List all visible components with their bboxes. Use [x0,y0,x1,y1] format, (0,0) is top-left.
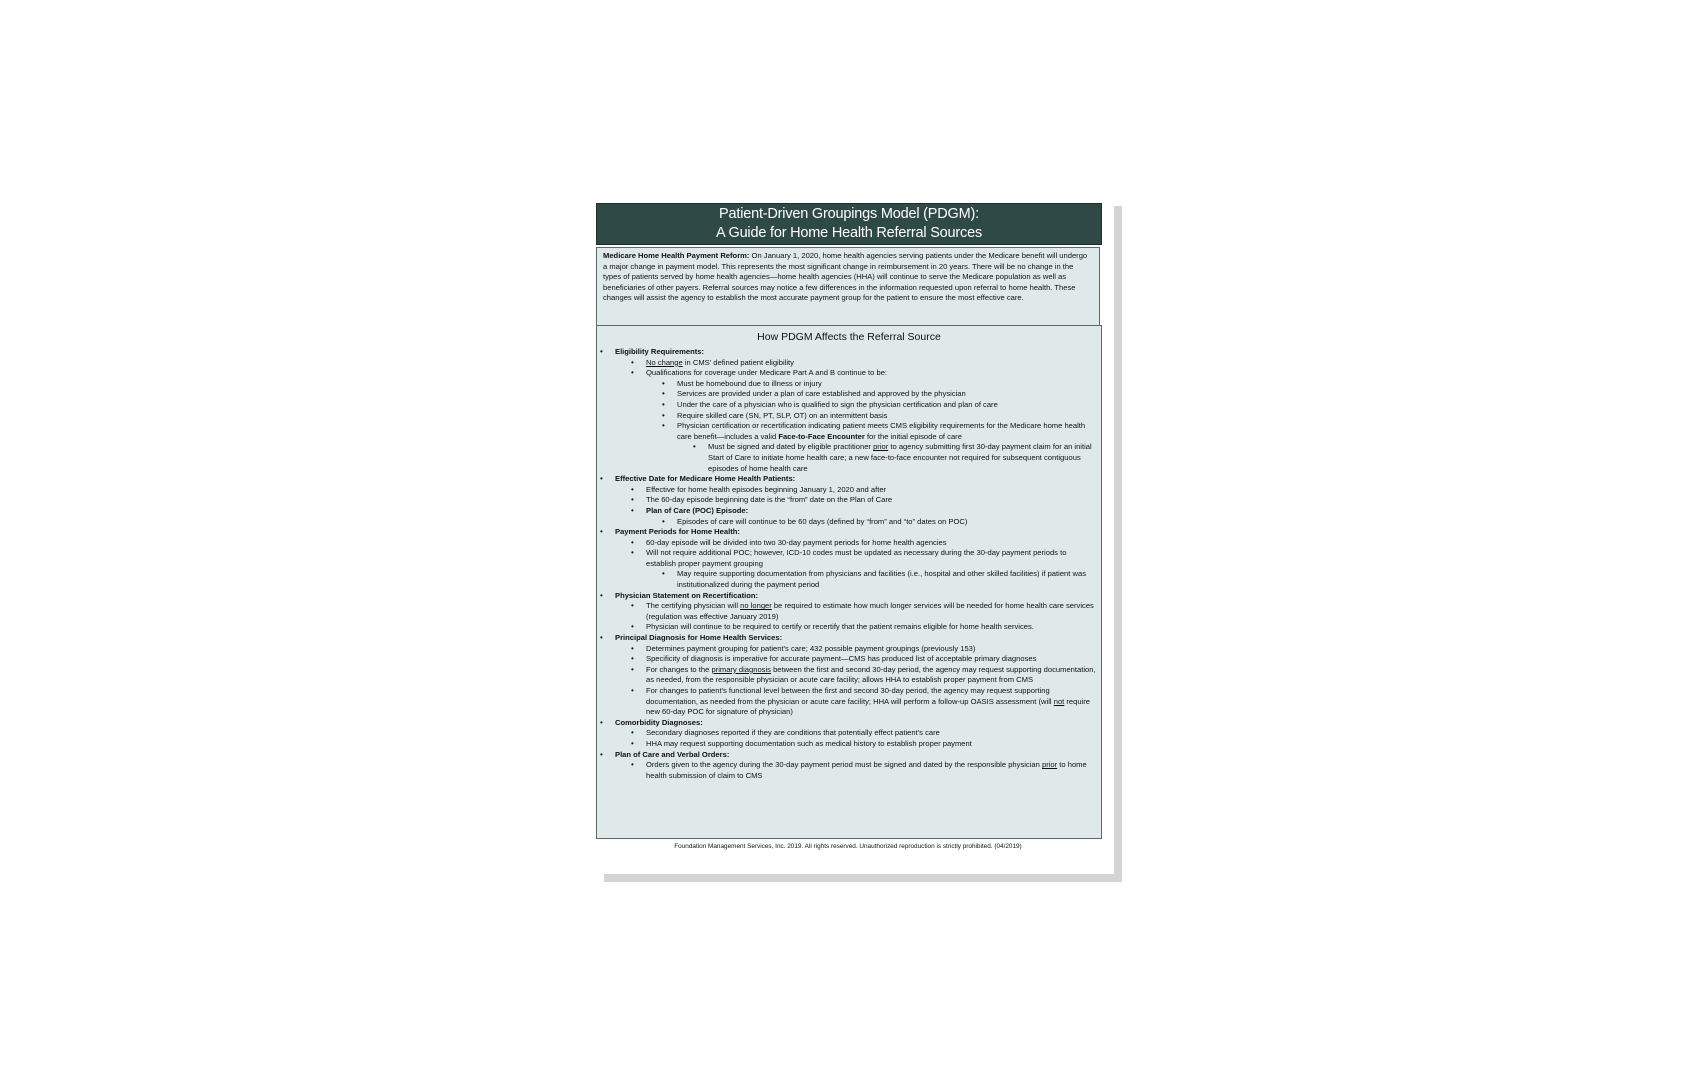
list-item: • Determines payment grouping for patient's care; 432 possible payment groupings (previously 153) [597,644,1097,655]
item-text: Orders given to the agency during the 30-day payment period must be signed and dated by the responsible physician [646,760,1042,770]
list-item: • May require supporting documentation from physicians and facilities (i.e., hospital and other skilled facilities) if patient was institutionalized during the payment period [597,569,1097,590]
item-text: in CMS' defined patient eligibility [682,357,794,367]
item-text: be required to estimate how much longer services will be needed for home health care services (regulation was effective January 2019) [646,601,1094,621]
list-item: • Effective Date for Medicare Home Health Patients: [597,474,1097,485]
title-line-1: Patient-Driven Groupings Model (PDGM): [719,206,979,222]
list-item: • Episodes of care will continue to be 60 days (defined by “from” and “to” dates on POC) [597,517,1097,528]
emphasis: prior [873,442,889,452]
list-item: • Physician Statement on Recertification: [597,591,1097,602]
item-text: The certifying physician will [646,601,741,611]
list-item: • Will not require additional POC; however, ICD-10 codes must be updated as necessary during the 30-day payment periods to establish proper payment grouping [597,548,1097,569]
list-item: • Services are provided under a plan of care established and approved by the physician [597,389,1097,400]
list-item: • Comorbidity Diagnoses: [597,718,1097,729]
item-text: For changes to patient's functional level between the first and second 30-day period, the agency may request supporting documentation, as needed from the physician or acute care facility; HHA will perform a follow-up OASIS assessment (will [646,686,1054,706]
list-item: • The 60-day episode beginning date is the “from” date on the Plan of Care [597,495,1097,506]
item-text: require new 60-day POC for signature of physician) [646,696,1091,717]
emphasis: No change [646,357,683,367]
list-item: • Eligibility Requirements: [597,347,1097,358]
item-text: for the initial episode of care [864,431,962,441]
intro-text: On January 1, 2020, home health agencies serving patients under the Medicare benefit will undergo a major change in payment model. This represents the most significant change in reimbursement in 20 years. There will be no change in the types of patients served by home health agencies—home health agencies (HHA) will continue to serve the Medicare population as well as beneficiaries of other payers. Referral sources may notice a few differences in the information requested upon referral to home health. These changes will assist the agency to establish the most accurate payment group for the patient to ensure the most effective care. [603,251,1088,303]
intro-lead: Medicare Home Health Payment Reform: [603,251,750,260]
document-page [596,198,1114,874]
item-text: to home health submission of claim to CMS [646,760,1087,780]
emphasis: no longer [740,601,772,611]
bullet-list [597,347,1101,781]
list-item: • Payment Periods for Home Health: [597,527,1097,538]
list-item: • Effective for home health episodes beginning January 1, 2020 and after [597,485,1097,496]
list-item: • Qualifications for coverage under Medicare Part A and B continue to be: [597,368,1097,379]
intro-box [596,247,1100,327]
list-item [597,686,1097,718]
item-text: For changes to the [646,664,712,674]
copyright-footer: Foundation Management Services, Inc. 2019. All rights reserved. Unauthorized reproduction is strictly prohibited. (04/2019) [674,843,1022,850]
referral-section [596,325,1102,839]
list-item: • Physician will continue to be required to certify or recertify that the patient remains eligible for home health services. [597,622,1097,633]
list-item: • Secondary diagnoses reported if they are conditions that potentially effect patient's care [597,728,1097,739]
item-text: Must be signed and dated by eligible practitioner [708,442,874,452]
list-item: • Plan of Care and Verbal Orders: [597,750,1097,761]
emphasis: not [1053,696,1065,706]
emphasis: prior [1041,760,1058,770]
list-item: • Under the care of a physician who is qualified to sign the physician certification and plan of care [597,400,1097,411]
list-item: • HHA may request supporting documentation such as medical history to establish proper payment [597,739,1097,750]
item-text: Physician certification or recertification indicating patient meets CMS eligibility requirements for the Medicare home health care benefit—includes a valid [677,421,1086,441]
list-item [597,358,1097,369]
emphasis: primary diagnosis [711,664,771,674]
list-item: • Require skilled care (SN, PT, SLP, OT) on an intermittent basis [597,411,1097,422]
emphasis: Face-to-Face Encounter [778,431,865,441]
list-item: • Principal Diagnosis for Home Health Services: [597,633,1097,644]
title-line-2: A Guide for Home Health Referral Sources [715,225,982,241]
list-item [597,442,1097,474]
list-item [597,760,1097,781]
list-item: • Specificity of diagnosis is imperative for accurate payment—CMS has produced list of acceptable primary diagnoses [597,654,1097,665]
list-item [597,421,1097,442]
document-header [596,203,1102,245]
section-title: How PDGM Affects the Referral Source [757,331,941,343]
list-item: • Plan of Care (POC) Episode: [597,506,1097,517]
list-item [597,601,1097,622]
list-item: • 60-day episode will be divided into two 30-day payment periods for home health agencies [597,538,1097,549]
list-item [597,665,1097,686]
item-text: between the first and second 30-day period, the agency may request supporting documentation, as needed, from the responsible physician or acute care facility; allows HHA to establish proper payment from CMS [646,664,1096,685]
item-text: to agency submitting first 30-day payment claim for an initial Start of Care to initiate home health care; a new face-to-face encounter not required for subsequent contiguous episodes of home health care [708,442,1092,473]
list-item: • Must be homebound due to illness or injury [597,379,1097,390]
